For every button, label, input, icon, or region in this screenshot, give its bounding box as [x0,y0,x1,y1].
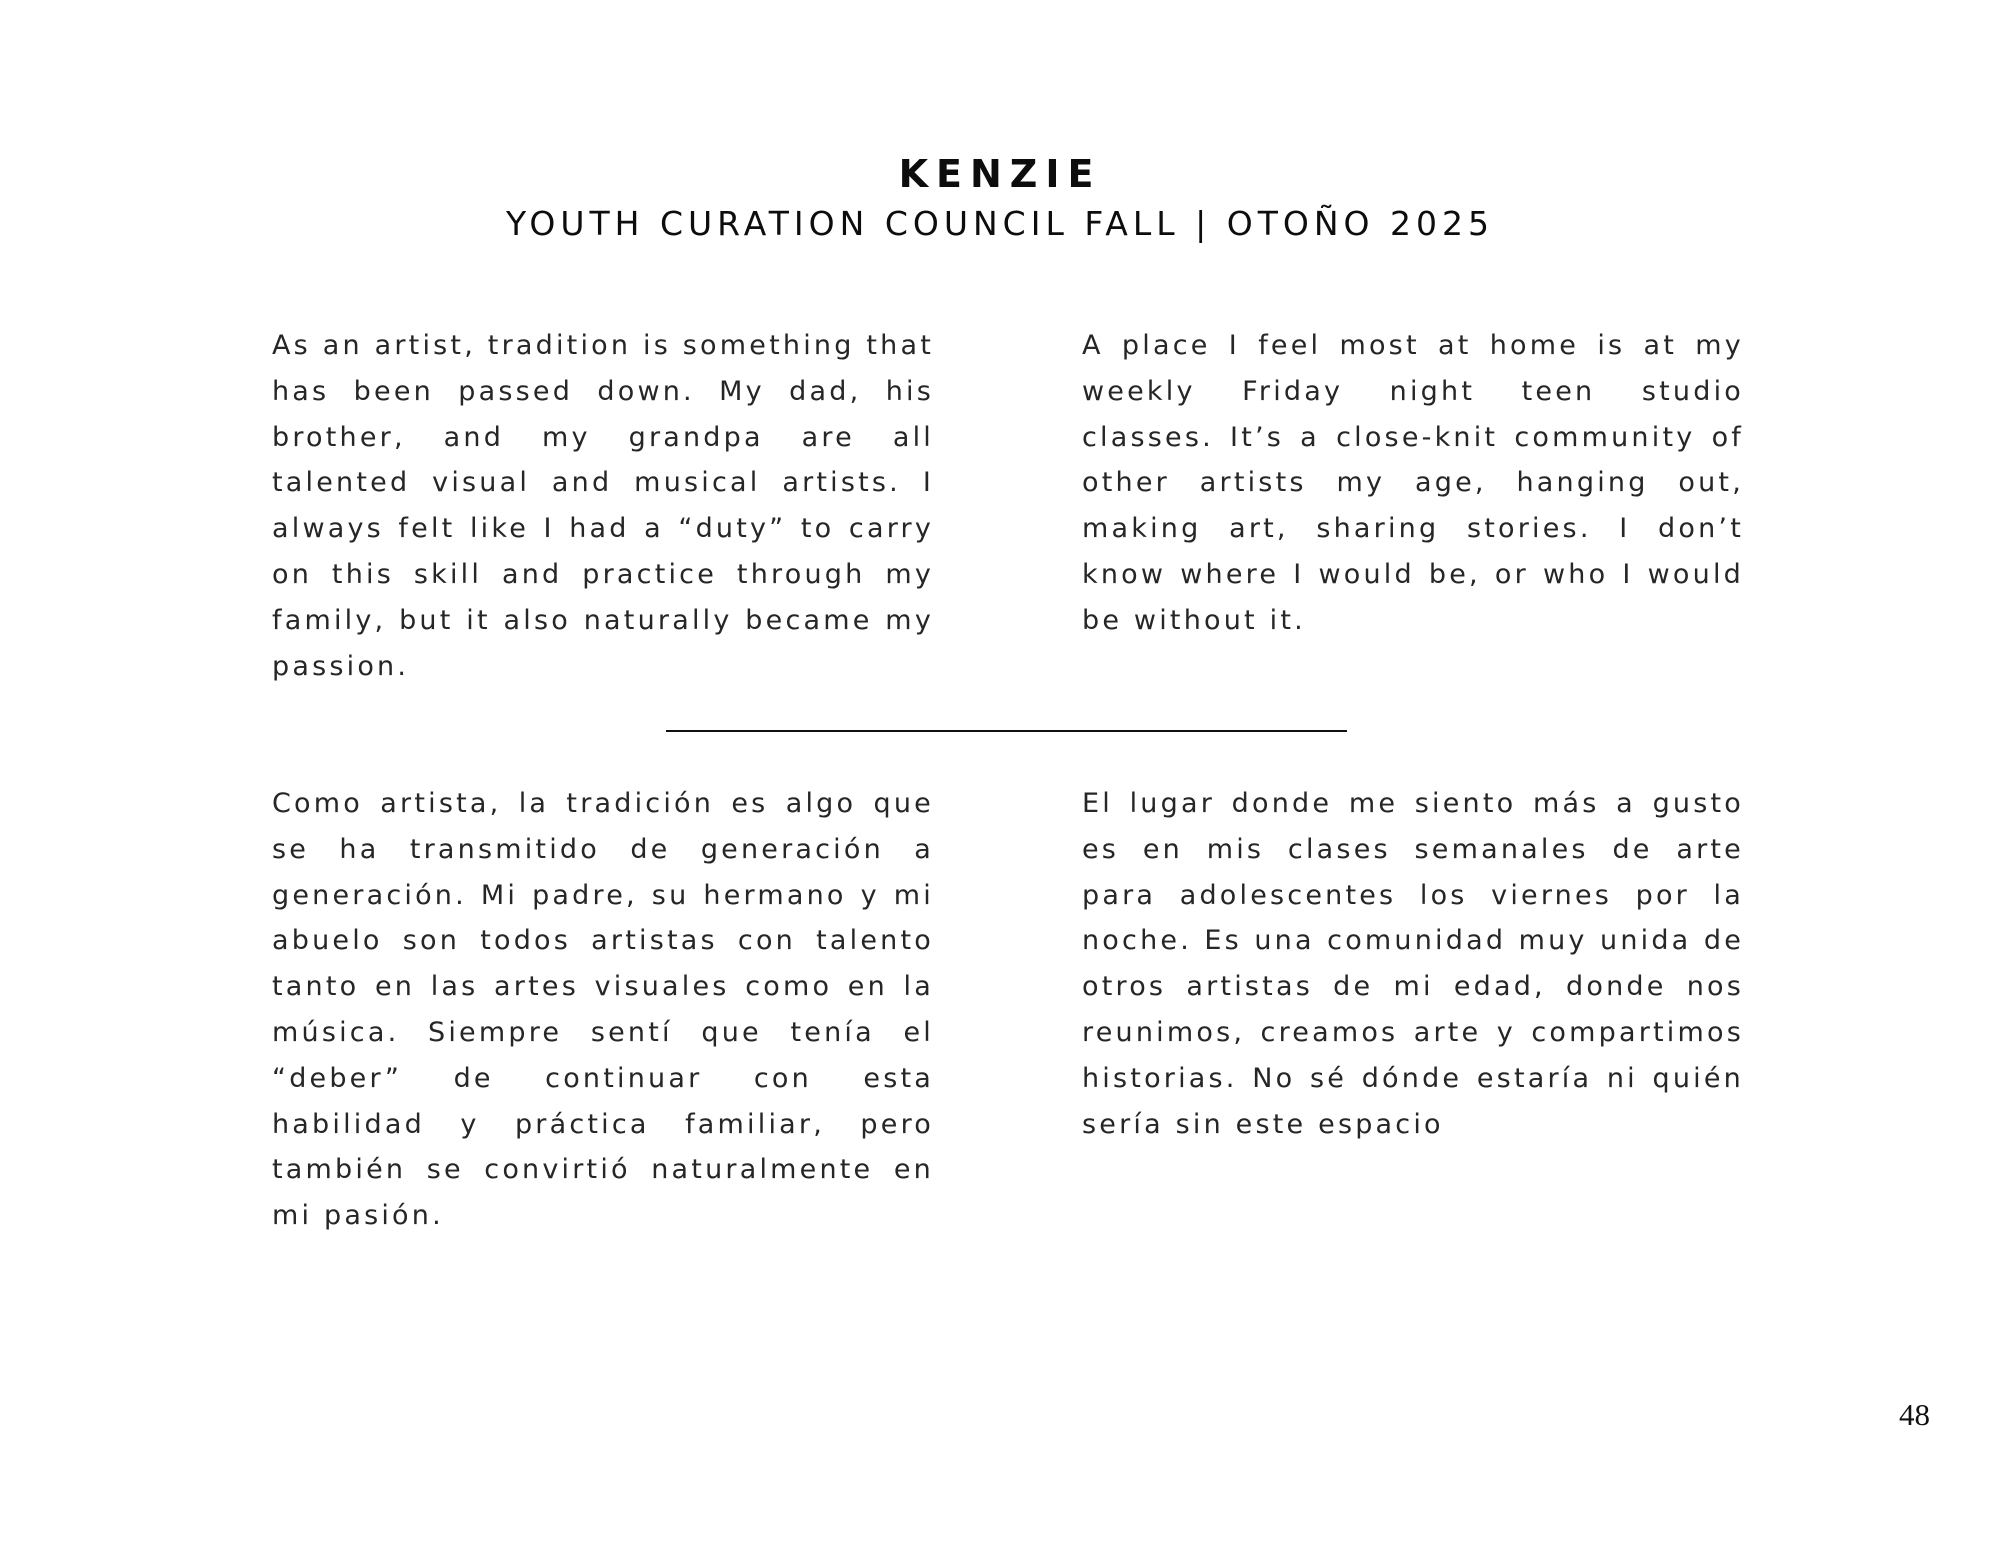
english-paragraph-tradition: As an artist, tradition is something that has been passed down. My dad, his brother, and my grandpa are all talented visual and musical artists. I always felt like I had a “duty” to carry on this skill and practice through my family, but it also naturally became my passion. [272,330,934,682]
spanish-paragraph-home: El lugar donde me siento más a gusto es en mis clases semanales de arte para adolescentes los viernes por la noche. Es una comunidad muy unida de otros artistas de mi edad, donde nos reunimos, creamos arte y compartimos historias. No sé dónde estaría ni quién sería sin este espacio [1082,788,1744,1140]
section-divider [666,730,1347,732]
page-number: 48 [1899,1397,1930,1432]
spanish-paragraph-tradition: Como artista, la tradición es algo que se ha transmitido de generación a generación. Mi padre, su hermano y mi abuelo son todos artistas con talento tanto en las artes visuales como en la música. Siempre sentí que tenía el “deber” de continuar con esta habilidad y práctica familiar, pero también se convirtió naturalmente en mi pasión. [272,788,934,1232]
page-title: KENZIE [898,152,1102,196]
page-subtitle: YOUTH CURATION COUNCIL FALL | OTOÑO 2025 [506,204,1494,243]
english-paragraph-home: A place I feel most at home is at my weekly Friday night teen studio classes. It’s a close-knit community of other artists my age, hanging out, making art, sharing stories. I don’t know where I would be, or who I would be without it. [1082,330,1744,636]
